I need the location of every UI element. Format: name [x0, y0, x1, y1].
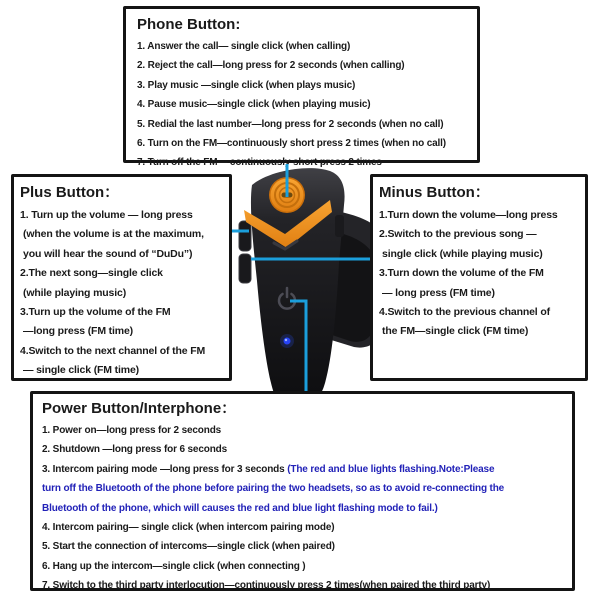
phone-instruction-2: 2. Reject the call—long press for 2 seconds (when calling): [137, 60, 405, 72]
phone-instruction-7: 7. Turn off the FM— continuously short press 2 times: [137, 157, 382, 169]
plus-panel-title: Plus Button：: [20, 184, 120, 201]
minus-side-button: [239, 254, 251, 283]
phone-button: [269, 177, 305, 213]
plus-button-panel: [11, 174, 232, 381]
phone-panel-title: Phone Button:: [137, 16, 241, 33]
phone-button-panel: [123, 6, 480, 169]
minus-button-panel: [370, 174, 588, 381]
plus-instruction-line: 4.Switch to the next channel of the FM: [20, 344, 206, 357]
phone-icon: [282, 193, 293, 198]
minus-instruction-line: the FM—single click (FM time): [382, 325, 529, 338]
plus-instruction-line: 1. Turn up the volume — long press: [20, 209, 193, 221]
power-panel-title: Power Button/Interphone：: [42, 400, 237, 417]
minus-instruction-line: — long press (FM time): [382, 286, 495, 299]
minus-instruction-line: 4.Switch to the previous channel of: [379, 306, 550, 319]
minus-instruction-line: 1.Turn down the volume—long press: [379, 209, 558, 221]
side-button-right: [335, 215, 344, 237]
plus-instruction-line: —long press (FM time): [23, 325, 134, 338]
power-button-panel: [30, 391, 575, 591]
minus-instruction-line: 3.Turn down the volume of the FM: [379, 267, 544, 280]
minus-instruction-line: 2.Switch to the previous song —: [379, 228, 537, 241]
phone-instruction-6: 6. Turn on the FM—continuously short press 2 times (when no call): [137, 138, 446, 150]
power-instruction-line: 5. Start the connection of intercoms—single click (when paired): [42, 541, 335, 553]
plus-instruction-line: (when the volume is at the maximum,: [23, 228, 204, 241]
power-instruction-line: 3. Intercom pairing mode —long press for 3 seconds (The red and blue lights flashing.Note:Please: [42, 463, 495, 475]
power-instruction-line: 4. Intercom pairing— single click (when intercom pairing mode): [42, 522, 335, 534]
blue-led-indicator: [280, 334, 294, 348]
plus-instruction-line: you will hear the sound of “DuDu”): [23, 247, 193, 260]
power-instruction-line: 2. Shutdown —long press for 6 seconds: [42, 444, 228, 456]
phone-instruction-1: 1. Answer the call— single click (when calling): [137, 41, 351, 52]
plus-instruction-line: 3.Turn up the volume of the FM: [20, 306, 171, 319]
minus-instruction-line: single click (while playing music): [382, 247, 543, 260]
power-instruction-line: 1. Power on—long press for 2 seconds: [42, 425, 222, 436]
power-instruction-line: 6. Hang up the intercom—single click (when connecting ): [42, 560, 306, 572]
phone-instruction-3: 3. Play music —single click (when plays music): [137, 79, 356, 91]
minus-panel-title: Minus Button：: [379, 184, 490, 201]
phone-instruction-4: 4. Pause music—single click (when playing music): [137, 99, 371, 111]
plus-instruction-line: 2.The next song—single click: [20, 267, 163, 280]
power-instruction-line: turn off the Bluetooth of the phone before pairing the two headsets, so as to avoid re-connecting the: [42, 483, 505, 495]
plus-side-button: [239, 221, 251, 251]
power-instruction-line: 7. Switch to the third party interlocution—continuously press 2 times(when paired the third party): [42, 580, 491, 592]
phone-instruction-5: 5. Redial the last number—long press for 2 seconds (when no call): [137, 118, 444, 130]
power-instruction-line: Bluetooth of the phone, which will causes the red and blue light flashing mode to fail.): [42, 502, 438, 514]
plus-instruction-line: (while playing music): [23, 286, 127, 299]
plus-instruction-line: — single click (FM time): [23, 364, 140, 377]
